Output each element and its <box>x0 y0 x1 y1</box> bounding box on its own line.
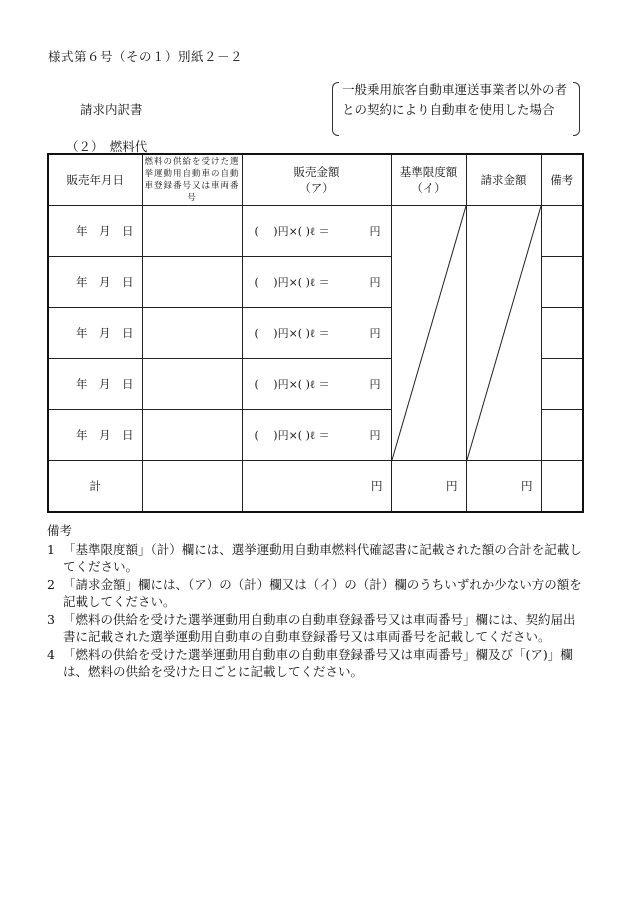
date-field[interactable]: 年 月 日 <box>48 206 142 257</box>
remark-item <box>47 576 587 610</box>
remark-number: 4 <box>47 647 55 662</box>
vehicle-number-field[interactable] <box>142 410 242 461</box>
amount-formula: ( )円×( )ℓ ＝ <box>254 225 330 238</box>
remarks-field[interactable] <box>541 206 583 257</box>
fuel-cost-table <box>47 153 584 513</box>
header-remarks: 備考 <box>541 154 583 206</box>
header-base-limit-mark: （イ） <box>411 181 446 195</box>
header-sale-amount-label: 販売金額 <box>293 165 340 179</box>
table-row <box>48 206 583 257</box>
remark-item <box>47 611 587 645</box>
remarks-field[interactable] <box>541 308 583 359</box>
remarks-field[interactable] <box>541 257 583 308</box>
yen-unit: 円 <box>369 327 381 340</box>
sale-amount-field[interactable] <box>242 206 391 257</box>
total-remarks-field[interactable] <box>541 461 583 513</box>
total-claim-amount-field[interactable]: 円 <box>466 461 541 513</box>
diagonal-line <box>392 206 466 460</box>
sale-amount-field[interactable] <box>242 410 391 461</box>
form-number: 様式第６号（その１）別紙２－２ <box>48 49 244 64</box>
header-vehicle-number: 燃料の供給を受けた選挙運動用自動車の自動車登録番号又は車両番号 <box>142 154 242 206</box>
vehicle-number-field[interactable] <box>142 308 242 359</box>
date-field[interactable]: 年 月 日 <box>48 308 142 359</box>
amount-formula: ( )円×( )ℓ ＝ <box>254 276 330 289</box>
condition-note <box>338 80 574 120</box>
document-title: 請求内訳書 <box>80 102 143 117</box>
remarks-title: 備考 <box>47 523 73 538</box>
sale-amount-field[interactable] <box>242 257 391 308</box>
base-limit-diagonal-cell <box>391 206 466 461</box>
remark-item <box>47 646 587 680</box>
sale-amount-field[interactable] <box>242 308 391 359</box>
remarks-field[interactable] <box>541 359 583 410</box>
date-field[interactable]: 年 月 日 <box>48 359 142 410</box>
vehicle-number-field[interactable] <box>142 359 242 410</box>
remark-text: 「請求金額」欄には、（ア）の（計）欄又は（イ）の（計）欄のうちいずれか少ない方の額を記載してください。 <box>63 577 582 609</box>
condition-note-text: 一般乗用旅客自動車運送事業者以外の者との契約により自動車を使用した場合 <box>342 82 568 117</box>
yen-unit: 円 <box>369 378 381 391</box>
remark-item <box>47 541 587 575</box>
amount-formula: ( )円×( )ℓ ＝ <box>254 327 330 340</box>
header-claim-amount: 請求金額 <box>466 154 541 206</box>
header-base-limit <box>391 154 466 206</box>
yen-unit: 円 <box>369 225 381 238</box>
amount-formula: ( )円×( )ℓ ＝ <box>254 378 330 391</box>
vehicle-number-field[interactable] <box>142 206 242 257</box>
vehicle-number-field[interactable] <box>142 257 242 308</box>
header-sale-amount <box>242 154 391 206</box>
total-label: 計 <box>48 461 142 513</box>
remark-text: 「基準限度額」（計）欄には、選挙運動用自動車燃料代確認書に記載された額の合計を記載してください。 <box>63 542 582 574</box>
header-base-limit-label: 基準限度額 <box>399 165 458 179</box>
remark-number: 2 <box>47 577 55 592</box>
date-field[interactable]: 年 月 日 <box>48 257 142 308</box>
header-sale-amount-mark: （ア） <box>299 181 334 195</box>
claim-amount-diagonal-cell <box>466 206 541 461</box>
yen-unit: 円 <box>369 276 381 289</box>
yen-unit: 円 <box>369 429 381 442</box>
remarks-field[interactable] <box>541 410 583 461</box>
remark-text: 「燃料の供給を受けた選挙運動用自動車の自動車登録番号又は車両番号」欄及び「(ア)」欄は、燃料の供給を受けた日ごとに記載してください。 <box>63 647 573 679</box>
remark-number: 1 <box>47 542 55 557</box>
section-heading: （２） 燃料代 <box>66 139 148 154</box>
remarks-section <box>47 522 587 681</box>
table-header-row <box>48 154 583 206</box>
total-vehicle-blank <box>142 461 242 513</box>
remark-text: 「燃料の供給を受けた選挙運動用自動車の自動車登録番号又は車両番号」欄には、契約届出書に記載された選挙運動用自動車の自動車登録番号又は車両番号を記載してください。 <box>63 612 576 644</box>
header-sale-date: 販売年月日 <box>48 154 142 206</box>
remark-number: 3 <box>47 612 55 627</box>
sale-amount-field[interactable] <box>242 359 391 410</box>
left-bracket <box>332 82 339 136</box>
total-sale-amount-field[interactable]: 円 <box>242 461 391 513</box>
total-row <box>48 461 583 513</box>
total-base-limit-field[interactable]: 円 <box>391 461 466 513</box>
amount-formula: ( )円×( )ℓ ＝ <box>254 429 330 442</box>
date-field[interactable]: 年 月 日 <box>48 410 142 461</box>
diagonal-line <box>467 206 541 460</box>
right-bracket <box>573 82 580 136</box>
